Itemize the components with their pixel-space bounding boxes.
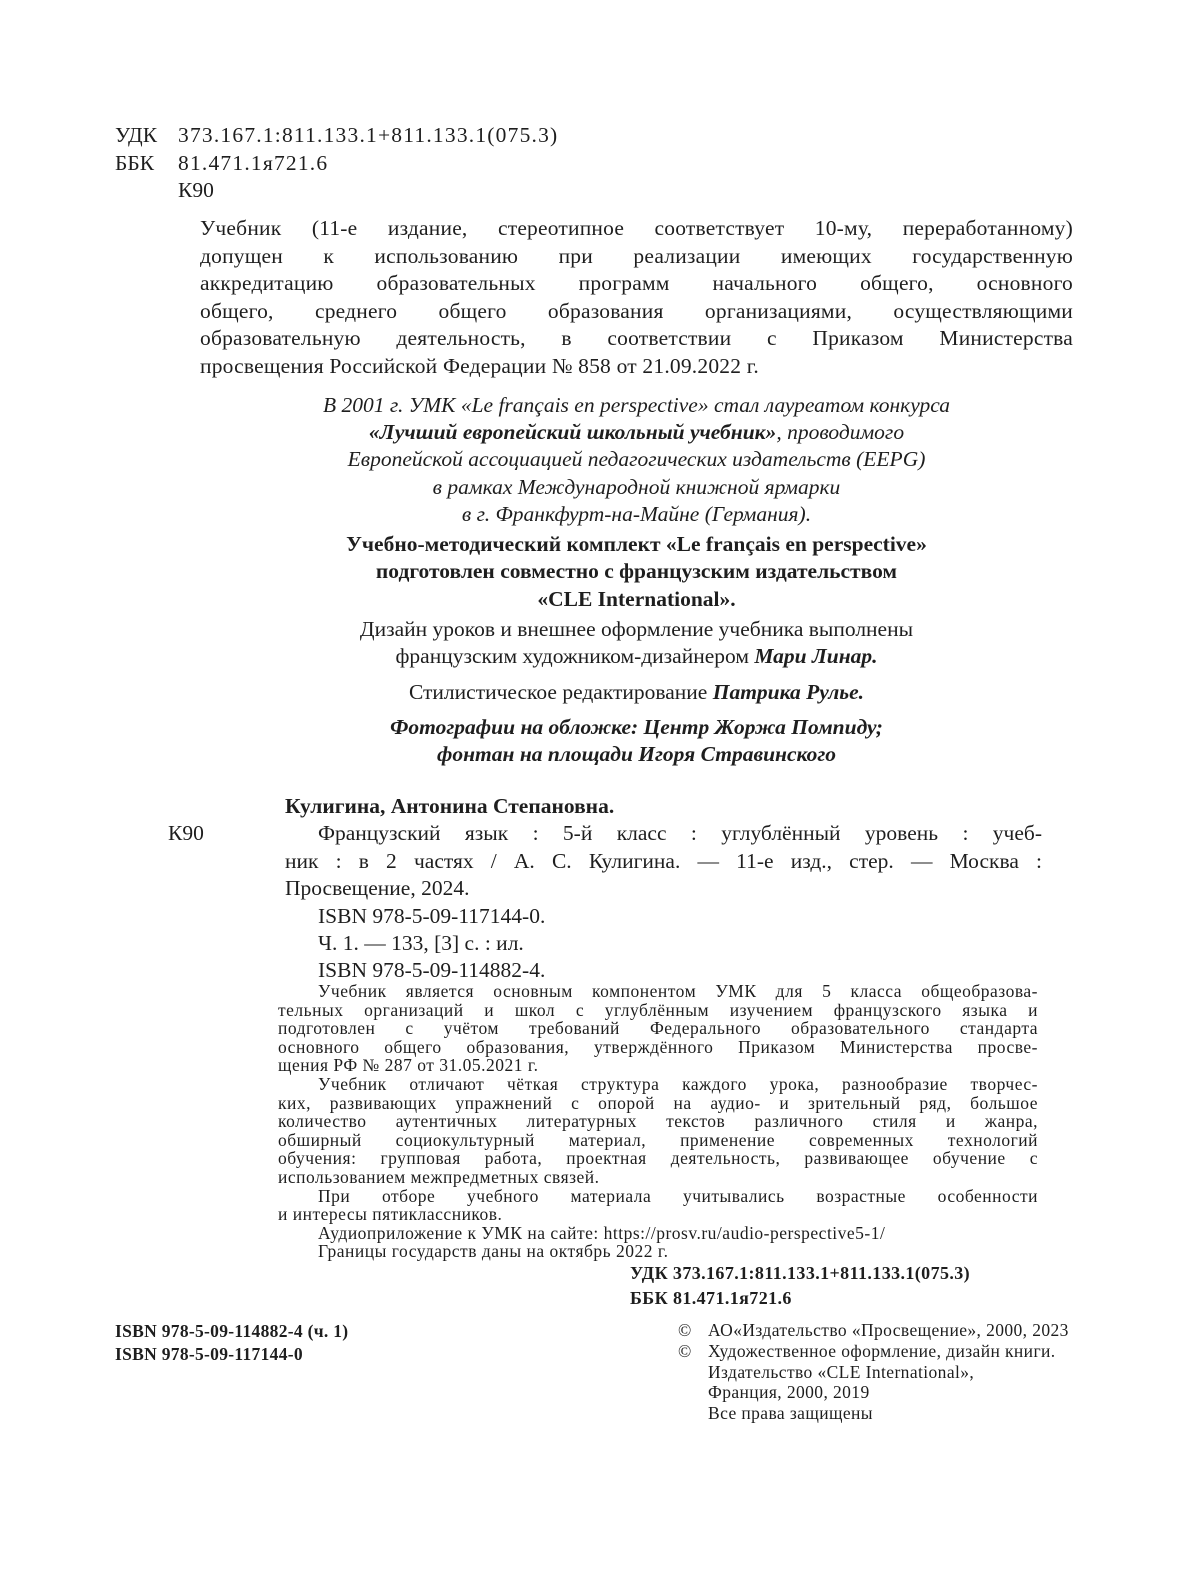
- text-line: Фотографии на обложке: Центр Жоржа Помпиду;: [390, 715, 883, 739]
- text-line: ISBN 978-5-09-114882-4 (ч. 1): [115, 1321, 349, 1341]
- annotation-block: [278, 982, 1038, 1261]
- text-line: обширный социокультурный материал, применение современных технологий: [278, 1129, 1038, 1150]
- text-line: Французский язык : 5-й класс : углублённый уровень : учеб-: [318, 821, 1042, 846]
- text-line: Учебно-методический комплект «Le français en perspective»: [346, 532, 927, 556]
- author-mark: К90: [178, 178, 214, 202]
- udk-label: УДК: [115, 123, 158, 147]
- catalog-description: [285, 820, 1042, 902]
- udk-value: 373.167.1:811.133.1+811.133.1(075.3): [178, 123, 559, 147]
- text-line: ISBN 978-5-09-117144-0: [115, 1344, 303, 1364]
- text-line: ких, развивающих упражнений с опорой на аудио- и зрительный ряд, большое: [278, 1092, 1038, 1113]
- text-line: щения РФ № 287 от 31.05.2021 г.: [278, 1055, 539, 1076]
- text-line: французским художником-дизайнером Мари Линар.: [395, 644, 878, 669]
- text-line: подготовлен совместно с французским издательством: [375, 559, 898, 584]
- catalog-isbn-block: [318, 903, 1042, 985]
- annotation-audio-note: [278, 1224, 1038, 1243]
- text-line: Франция, 2000, 2019: [708, 1382, 870, 1403]
- text-line: аккредитацию образовательных программ начального общего, основного: [200, 271, 1073, 296]
- annotation-paragraph-2: [278, 1075, 1038, 1187]
- catalog-author: Кулигина, Антонина Степановна.: [285, 794, 615, 818]
- bbk-line: [115, 150, 558, 178]
- catalog-card: [168, 793, 1042, 985]
- text-line: использованием межпредметных связей.: [278, 1166, 600, 1187]
- text-line: Просвещение, 2024.: [285, 876, 470, 901]
- text-line: Учебник отличают чёткая структура каждого урока, разнообразие творчес-: [318, 1073, 1038, 1094]
- text-line: общего, среднего общего образования организациями, осуществляющими: [200, 298, 1073, 323]
- text-line: © АО«Издательство «Просвещение», 2000, 2023: [678, 1320, 1069, 1340]
- classification-codes-bottom: [630, 1261, 970, 1311]
- text-line: в рамках Международной книжной ярмарки: [432, 474, 841, 499]
- text-line: ISBN 978-5-09-114882-4.: [318, 958, 546, 983]
- text-line: Учебник (11-е издание, стереотипное соответствует 10-му, переработанному): [200, 216, 1073, 240]
- bbk-label: ББК: [115, 150, 155, 175]
- award-note: [200, 392, 1073, 528]
- catalog-author-mark: К90: [168, 821, 204, 845]
- classification-codes-top: [115, 122, 558, 205]
- text-line: Границы государств даны на октябрь 2022 г.: [318, 1241, 669, 1262]
- annotation-paragraph-1: [278, 982, 1038, 1075]
- text-line: Дизайн уроков и внешнее оформление учебника выполнены: [359, 617, 914, 641]
- cover-photos-credit: [200, 714, 1073, 769]
- admission-paragraph: [200, 215, 1073, 381]
- text-line: в г. Франкфурт-на-Майне (Германия).: [461, 501, 812, 526]
- text-line: Все права защищены: [708, 1403, 873, 1424]
- text-line: обучения: групповая работа, проектная деятельность, развивающее обучение с: [278, 1148, 1038, 1169]
- text-line: В 2001 г. УМК «Le français en perspective» стал лауреатом конкурса: [323, 393, 950, 417]
- text-line: фонтан на площади Игоря Стравинского: [436, 742, 837, 767]
- text-line: При отборе учебного материала учитывались возрастные особенности: [318, 1185, 1038, 1206]
- text-line: «CLE International».: [537, 586, 736, 611]
- text-line: «Лучший европейский школьный учебник», проводимого: [368, 420, 905, 445]
- text-line: Европейской ассоциацией педагогических издательств (EEPG): [347, 447, 926, 472]
- text-line: количество аутентичных литературных текстов различного стиля и жанра,: [278, 1111, 1038, 1132]
- text-line: подготовлен с учётом требований Федерального образовательного стандарта: [278, 1018, 1038, 1039]
- text-line: тельных организаций и школ с углублённым изучением французского языка и: [278, 999, 1038, 1020]
- text-line: Издательство «CLE International»,: [708, 1361, 975, 1382]
- footer-isbn-block: [115, 1320, 348, 1366]
- udk-line: [115, 122, 558, 150]
- text-line: ник : в 2 частях / А. С. Кулигина. — 11-е изд., стер. — Москва :: [285, 848, 1042, 873]
- author-mark-line: [115, 177, 558, 205]
- text-line: ББК 81.471.1я721.6: [630, 1288, 792, 1308]
- text-line: основного общего образования, утверждённого Приказом Министерства просве-: [278, 1036, 1038, 1057]
- footer-copyright-block: [678, 1320, 1069, 1424]
- annotation-borders-note: [278, 1242, 1038, 1261]
- text-line: и интересы пятиклассников.: [278, 1204, 503, 1225]
- editing-credit: [200, 679, 1073, 706]
- bbk-value: 81.471.1я721.6: [178, 150, 329, 175]
- text-line: УДК 373.167.1:811.133.1+811.133.1(075.3): [630, 1263, 971, 1283]
- text-line: ISBN 978-5-09-117144-0.: [318, 903, 546, 928]
- text-line: © Художественное оформление, дизайн книги.: [678, 1340, 1056, 1361]
- design-credit: [200, 616, 1073, 671]
- umk-partnership-note: [200, 531, 1073, 613]
- annotation-paragraph-3: [278, 1187, 1038, 1224]
- text-line: Аудиоприложение к УМК на сайте: https://prosv.ru/audio-perspective5-1/: [318, 1222, 886, 1243]
- text-line: Ч. 1. — 133, [3] с. : ил.: [318, 931, 524, 956]
- text-line: Стилистическое редактирование Патрика Рулье.: [408, 680, 865, 704]
- text-line: просвещения Российской Федерации № 858 от 21.09.2022 г.: [200, 353, 759, 378]
- text-line: Учебник является основным компонентом УМК для 5 класса общеобразова-: [318, 981, 1038, 1001]
- text-line: образовательную деятельность, в соответствии с Приказом Министерства: [200, 326, 1073, 351]
- text-line: допущен к использованию при реализации имеющих государственную: [200, 243, 1073, 268]
